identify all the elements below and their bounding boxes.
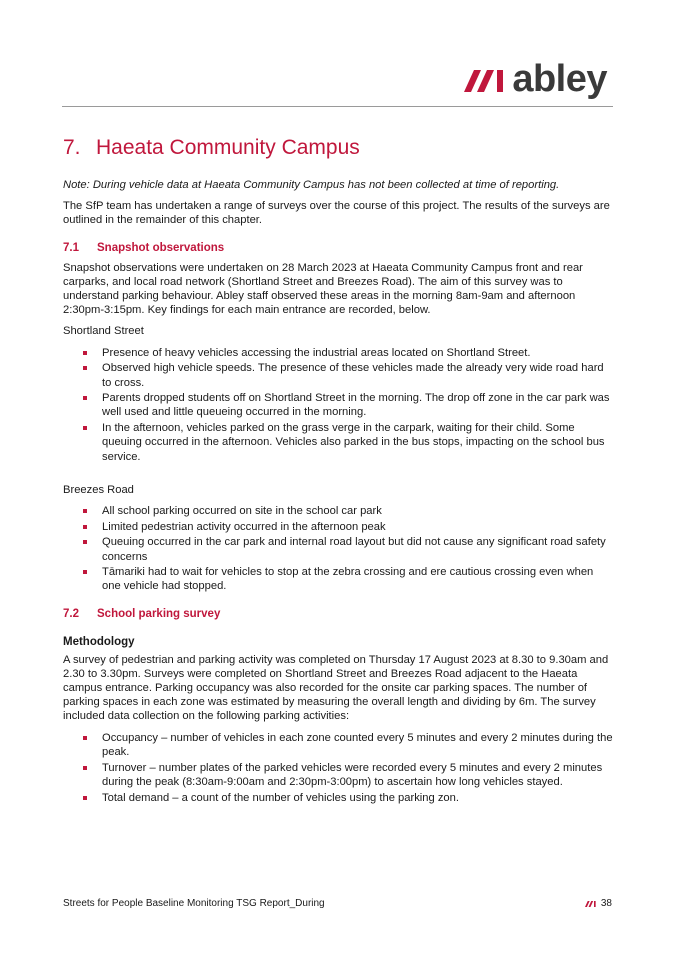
group-label-shortland: Shortland Street: [63, 325, 144, 338]
abley-mark-icon: [464, 70, 508, 92]
header-divider: [62, 106, 613, 107]
list-item: Observed high vehicle speeds. The presence of these vehicles made the already very wide road hard to cross.: [63, 361, 615, 389]
section-title: Haeata Community Campus: [96, 136, 360, 159]
list-item: Occupancy – number of vehicles in each zone counted every 5 minutes and every 2 minutes during the peak.: [63, 731, 615, 759]
parking-activities-list: [63, 731, 615, 805]
list-item: Queuing occurred in the car park and internal road layout but did not cause any significant road safety concerns: [63, 535, 615, 563]
methodology-heading: Methodology: [63, 635, 135, 648]
subsection-number: 7.1: [63, 241, 79, 254]
subsection-number: 7.2: [63, 607, 79, 620]
shortland-findings-list: [63, 346, 615, 464]
breezes-findings-list: [63, 504, 615, 594]
logo-wordmark: abley: [512, 58, 607, 100]
list-item: Turnover – number plates of the parked vehicles were recorded every 5 minutes and every 2 minutes during the peak (8:30am-9:00am and 2:30pm-3:00pm) to ascertain how long vehicles stayed.: [63, 761, 615, 789]
intro-paragraph: The SfP team has undertaken a range of surveys over the course of this project. The results of the surveys are outlined in the remainder of this chapter.: [63, 200, 610, 227]
list-item: All school parking occurred on site in the school car park: [63, 504, 615, 518]
subsection-heading-7-2: [63, 607, 615, 621]
subsection-title: Snapshot observations: [97, 241, 225, 254]
footer-page: [585, 897, 612, 911]
spacer: [63, 471, 615, 483]
list-item: Tāmariki had to wait for vehicles to stop at the zebra crossing and ere cautious crossing even when one vehicle had stopped.: [63, 565, 615, 593]
section-heading: [63, 134, 615, 162]
note-paragraph: Note: During vehicle data at Haeata Community Campus has not been collected at time of reporting.: [63, 179, 560, 191]
list-item: Limited pedestrian activity occurred in the afternoon peak: [63, 520, 615, 534]
abley-mark-icon: [585, 900, 597, 908]
subsection-heading-7-1: [63, 241, 615, 255]
page-header: [0, 0, 675, 108]
group-label-breezes: Breezes Road: [63, 483, 134, 496]
list-item: Total demand – a count of the number of vehicles using the parking zon.: [63, 791, 615, 805]
section-number: 7.: [63, 136, 81, 159]
page-content: [63, 134, 615, 812]
abley-logo: [464, 58, 607, 98]
list-item: Presence of heavy vehicles accessing the industrial areas located on Shortland Street.: [63, 346, 615, 360]
subsection-title: School parking survey: [97, 607, 221, 620]
footer-report-title: Streets for People Baseline Monitoring TSG Report_During: [63, 898, 325, 909]
list-item: Parents dropped students off on Shortland Street in the morning. The drop off zone in the car park was well used and little queueing occurred in the morning.: [63, 391, 615, 419]
snapshot-paragraph: Snapshot observations were undertaken on 28 March 2023 at Haeata Community Campus front and rear carparks, and local road network (Shortland Street and Breezes Road). The aim of this survey was to understand parking behaviour. Abley staff observed these areas in the morning 8am-9am and afternoon 2:30pm-3:15pm. Key findings for each main entrance are recorded, below.: [63, 261, 583, 317]
list-item: In the afternoon, vehicles parked on the grass verge in the carpark, waiting for their child. Some queuing occurred in the afternoon. Vehicles also parked in the bus stops, impacting on the school bus service.: [63, 421, 615, 464]
methodology-paragraph: A survey of pedestrian and parking activity was completed on Thursday 17 August 2023 at 8.30 to 9.30am and 2.30 to 3.30pm. Surveys were completed on Shortland Street and Breezes Road adjacent to the Haeata campus entrance. Parking occupancy was also recorded for the onsite car parking spaces. The number of parking spaces in each zone was estimated by measuring the overall length and dividing by 6m. The survey included data collection on the following parking activities:: [63, 653, 609, 723]
page-number: 38: [600, 898, 612, 909]
page-footer: [63, 897, 612, 911]
